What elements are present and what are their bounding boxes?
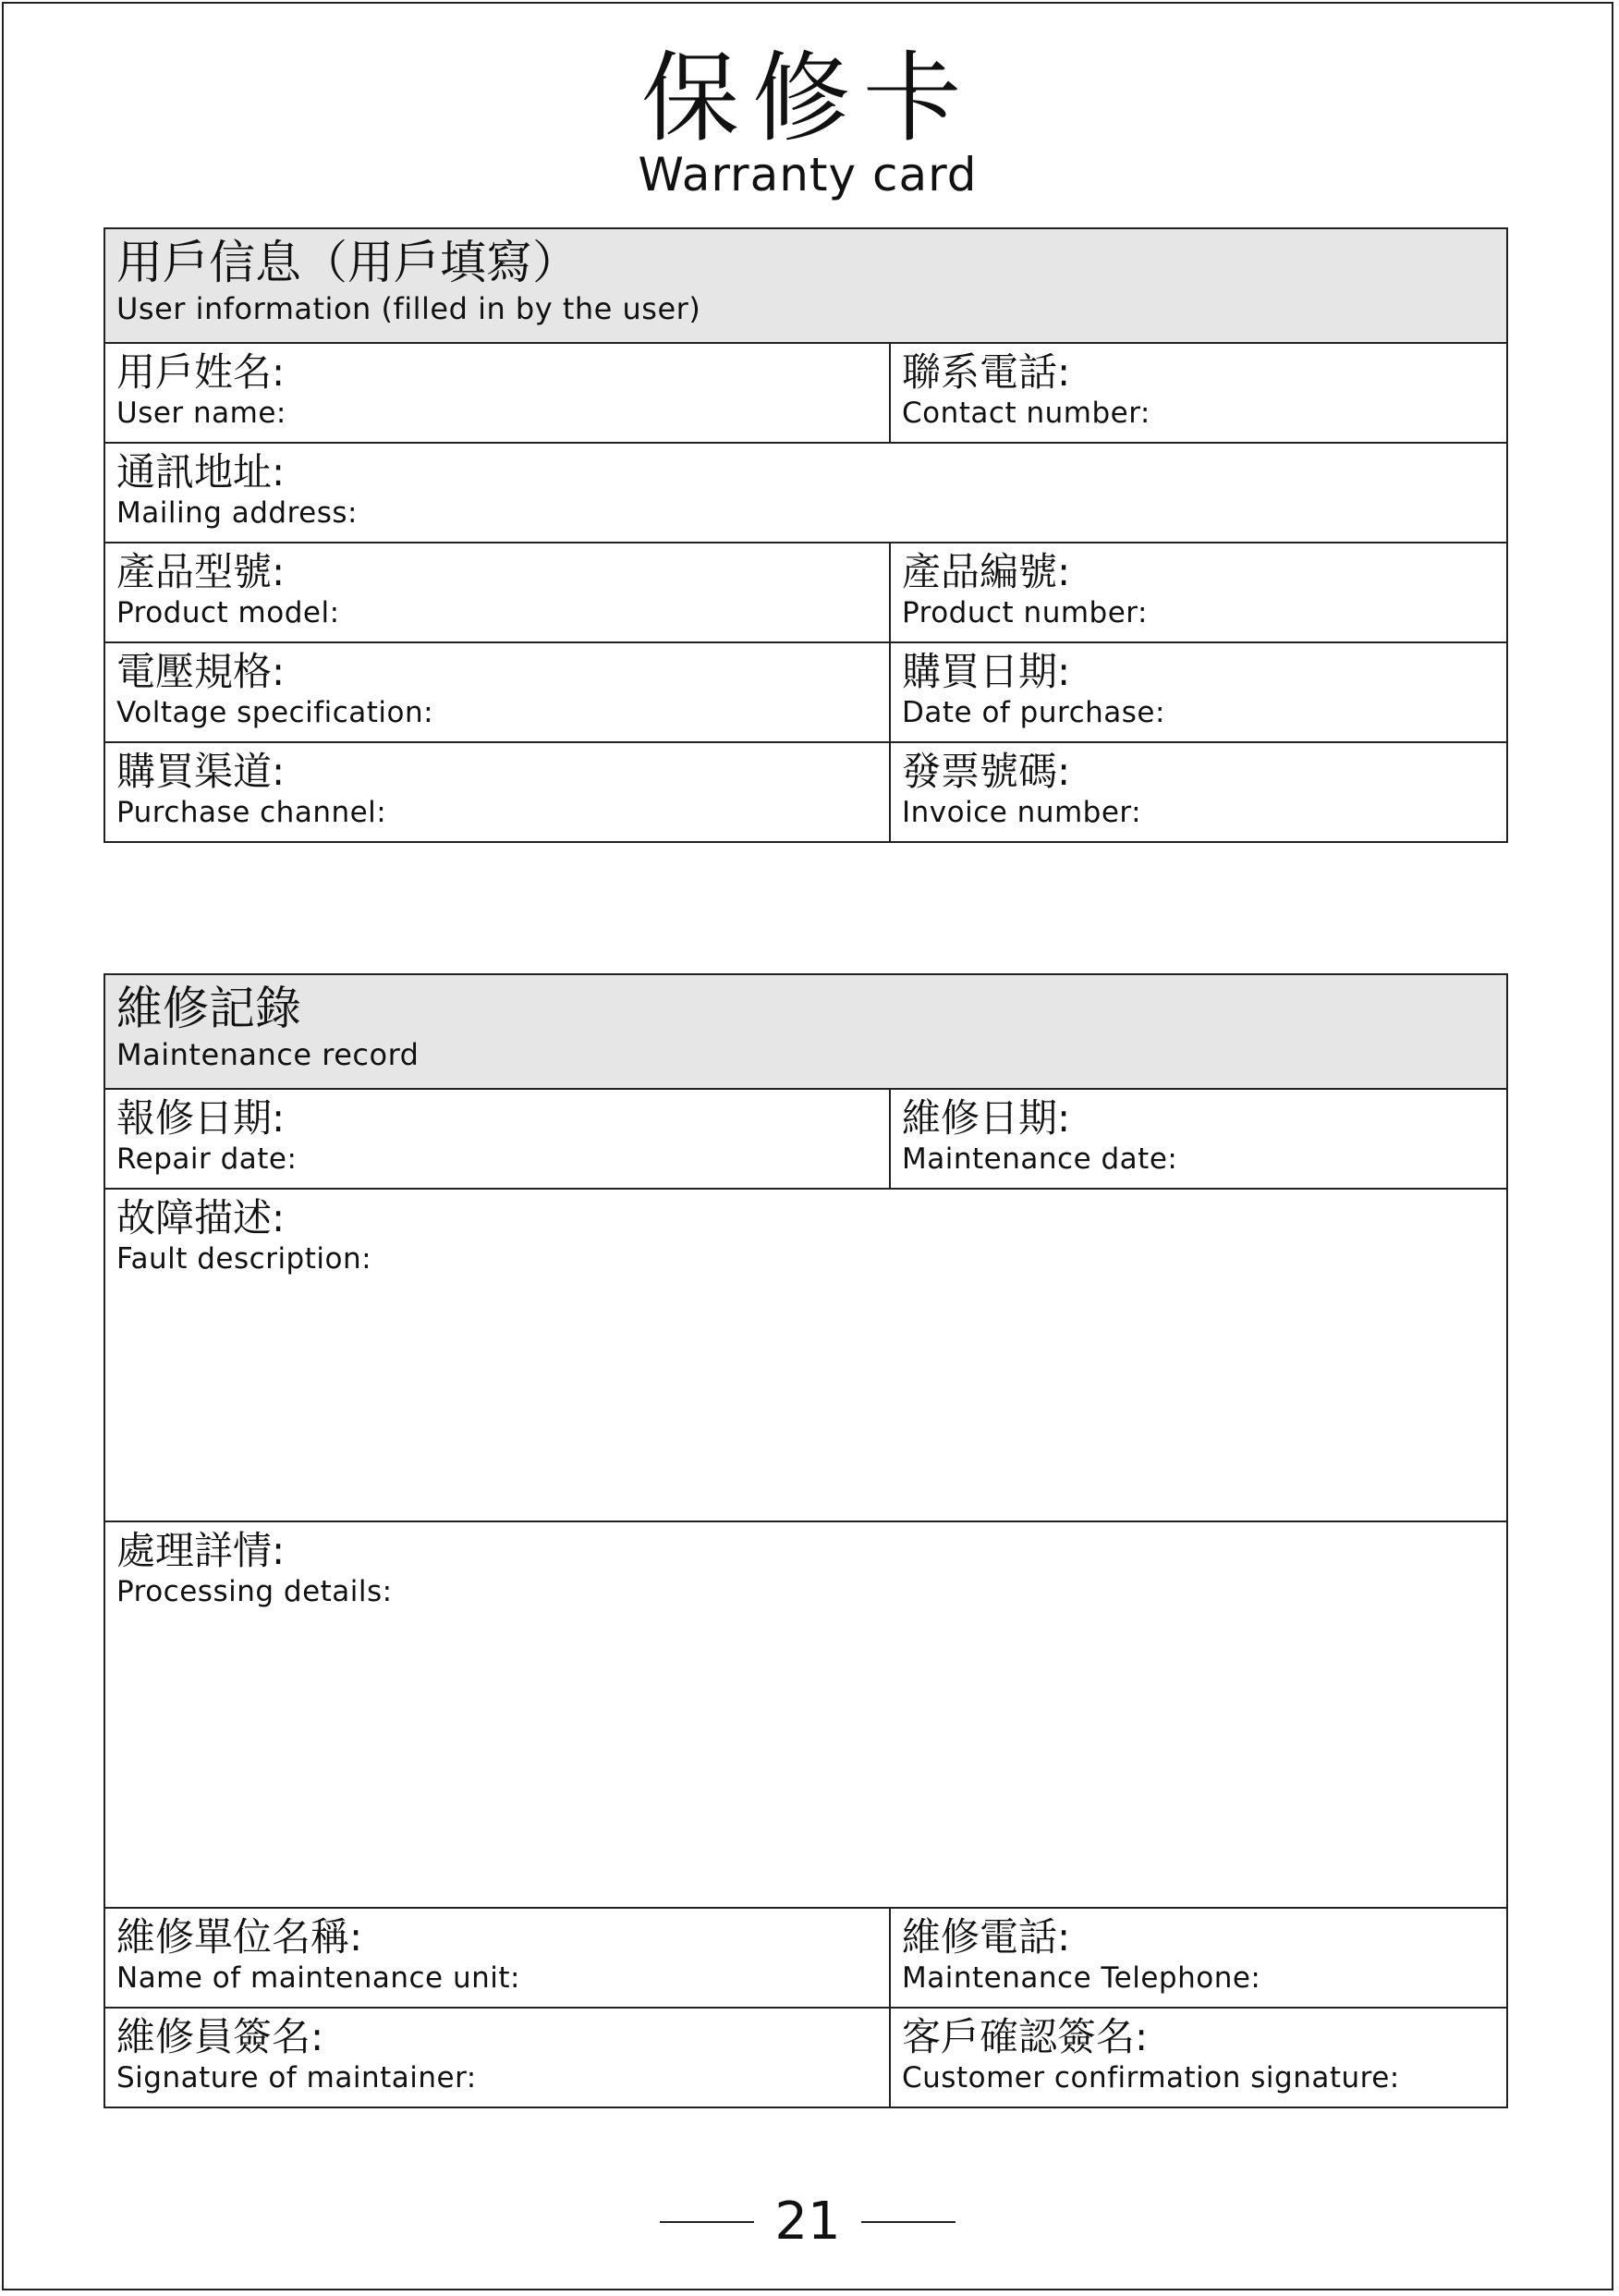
footer-rule-right — [861, 2221, 956, 2223]
field-label-en: User name: — [116, 397, 286, 430]
field-label-zh: 維修單位名稱: — [116, 1914, 363, 1960]
purchase-channel-field[interactable] — [104, 742, 890, 842]
field-label-en: Voltage specification: — [116, 696, 434, 729]
section-title-en: User information (filled in by the user) — [116, 291, 701, 326]
field-label-zh: 維修電話: — [902, 1914, 1071, 1960]
product-number-field[interactable] — [890, 543, 1507, 642]
field-label-zh: 購買日期: — [902, 649, 1071, 694]
field-label-zh: 維修日期: — [902, 1095, 1071, 1141]
field-label-zh: 發票號碼: — [902, 749, 1071, 794]
field-label-en: Fault description: — [116, 1242, 372, 1276]
field-label-zh: 產品編號: — [902, 549, 1071, 594]
product-model-field[interactable] — [104, 543, 890, 642]
user-information-table — [103, 227, 1508, 843]
field-label-zh: 維修員簽名: — [116, 2014, 324, 2059]
field-label-zh: 報修日期: — [116, 1095, 286, 1141]
warranty-card-page — [2, 2, 1613, 2290]
page-number: 21 — [774, 2192, 841, 2252]
field-label-zh: 處理詳情: — [116, 1528, 286, 1573]
mailing-address-field[interactable] — [104, 443, 1507, 543]
invoice-number-field[interactable] — [890, 742, 1507, 842]
section-title-zh: 維修記錄 — [116, 982, 301, 1035]
section-title-zh: 用戶信息（用戶填寫） — [116, 236, 578, 289]
field-label-en: Customer confirmation signature: — [902, 2061, 1400, 2094]
customer-signature-field[interactable] — [890, 2008, 1507, 2107]
user-name-field[interactable] — [104, 343, 890, 443]
field-label-en: Product number: — [902, 596, 1148, 629]
field-label-en: Contact number: — [902, 397, 1150, 430]
field-label-en: Invoice number: — [902, 796, 1142, 829]
page-title-en: Warranty card — [638, 148, 978, 202]
field-label-en: Mailing address: — [116, 496, 358, 530]
maintainer-signature-field[interactable] — [104, 2008, 890, 2107]
field-label-en: Date of purchase: — [902, 696, 1165, 729]
contact-number-field[interactable] — [890, 343, 1507, 443]
purchase-date-field[interactable] — [890, 642, 1507, 742]
maintenance-telephone-field[interactable] — [890, 1908, 1507, 2008]
user-information-header — [104, 228, 1507, 343]
section-title-en: Maintenance record — [116, 1037, 420, 1072]
field-label-en: Purchase channel: — [116, 796, 387, 829]
field-label-en: Maintenance date: — [902, 1142, 1178, 1176]
field-label-en: Signature of maintainer: — [116, 2061, 477, 2094]
maintenance-date-field[interactable] — [890, 1089, 1507, 1189]
field-label-en: Maintenance Telephone: — [902, 1961, 1261, 1995]
maintenance-record-header — [104, 974, 1507, 1089]
fault-description-field[interactable] — [104, 1189, 1507, 1521]
field-label-zh: 通訊地址: — [116, 449, 286, 495]
field-label-zh: 故障描述: — [116, 1195, 286, 1240]
field-label-en: Name of maintenance unit: — [116, 1961, 520, 1995]
field-label-en: Product model: — [116, 596, 340, 629]
maintenance-record-table — [103, 973, 1508, 2108]
processing-details-field[interactable] — [104, 1521, 1507, 1908]
field-label-en: Repair date: — [116, 1142, 298, 1176]
field-label-zh: 用戶姓名: — [116, 349, 286, 395]
repair-date-field[interactable] — [104, 1089, 890, 1189]
footer-rule-left — [660, 2221, 754, 2223]
field-label-zh: 聯系電話: — [902, 349, 1071, 395]
field-label-zh: 產品型號: — [116, 549, 286, 594]
page-footer — [4, 2194, 1612, 2250]
field-label-zh: 客戶確認簽名: — [902, 2014, 1149, 2059]
field-label-en: Processing details: — [116, 1575, 393, 1608]
voltage-specification-field[interactable] — [104, 642, 890, 742]
maintenance-unit-name-field[interactable] — [104, 1908, 890, 2008]
field-label-zh: 購買渠道: — [116, 749, 286, 794]
field-label-zh: 電壓規格: — [116, 649, 286, 694]
page-title-zh: 保修卡 — [641, 42, 974, 155]
